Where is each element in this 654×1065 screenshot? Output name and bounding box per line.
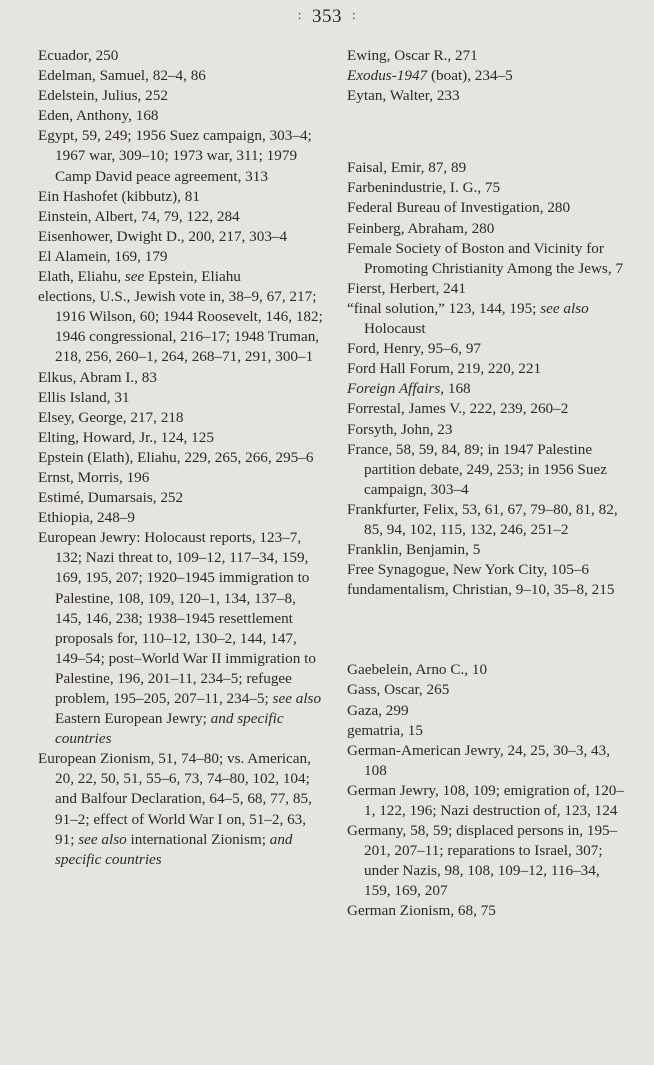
index-entry: Ecuador, 250	[38, 47, 119, 64]
index-entry: Faisal, Emir, 87, 89	[347, 159, 467, 177]
index-entry: fundamentalism, Christian, 9–10, 35–8, 215	[347, 581, 615, 599]
index-entry: Gaza, 299	[347, 701, 409, 719]
index-entry: Female Society of Boston and Vicinity for Promoting Christianity Among the Jews, 7	[347, 239, 624, 277]
index-entry: Franklin, Benjamin, 5	[347, 541, 481, 559]
index-entry: Estimé, Dumarsais, 252	[38, 489, 184, 507]
index-entry: Ellis Island, 31	[38, 388, 130, 406]
index-entry: Ford Hall Forum, 219, 220, 221	[347, 360, 542, 378]
index-column-left	[38, 46, 326, 870]
index-entry: Eisenhower, Dwight D., 200, 217, 303–4	[38, 227, 288, 245]
index-entry: Forrestal, James V., 222, 239, 260–2	[347, 400, 569, 418]
index-entry: France, 58, 59, 84, 89; in 1947 Palestine partition debate, 249, 253; in 1956 Suez campaign, 303–4	[347, 440, 607, 498]
index-entry: Einstein, Albert, 74, 79, 122, 284	[38, 207, 240, 225]
index-entry: Gass, Oscar, 265	[347, 681, 450, 699]
index-entry: elections, U.S., Jewish vote in, 38–9, 67, 217; 1916 Wilson, 60; 1944 Roosevelt, 146, 182; 1946 congressional, 216–17; 1948 Truman, 218, 256, 260–1, 264, 268–71, 291, 300–1	[38, 288, 323, 366]
index-entry: El Alamein, 169, 179	[38, 247, 168, 265]
letter-gap	[347, 600, 627, 660]
index-entry: Elkus, Abram I., 83	[38, 368, 157, 386]
index-entry: German Zionism, 68, 75	[347, 902, 496, 920]
index-entry: Free Synagogue, New York City, 105–6	[347, 561, 590, 579]
index-entry: Farbenindustrie, I. G., 75	[347, 179, 501, 197]
index-column-right	[347, 46, 627, 922]
index-entry: Edelman, Samuel, 82–4, 86	[38, 67, 206, 85]
index-entry: “final solution,” 123, 144, 195; see also Holocaust	[347, 299, 589, 338]
index-entry: Eden, Anthony, 168	[38, 107, 159, 125]
page-header	[0, 6, 654, 28]
header-dot-left: :	[297, 7, 302, 22]
header-dot-right: :	[352, 7, 357, 22]
index-entry: Germany, 58, 59; displaced persons in, 195–201, 207–11; reparations to Israel, 307; under Nazis, 98, 108, 109–12, 116–34, 159, 169, 207	[347, 822, 618, 900]
index-entry: Fierst, Herbert, 241	[347, 279, 466, 297]
index-entry: Edelstein, Julius, 252	[38, 87, 168, 105]
index-entry: Exodus-1947 (boat), 234–5	[347, 67, 513, 85]
index-entry: Egypt, 59, 249; 1956 Suez campaign, 303–4; 1967 war, 309–10; 1973 war, 311; 1979 Camp David peace agreement, 313	[38, 127, 312, 185]
index-entry: gematria, 15	[347, 721, 423, 739]
index-entry: European Jewry: Holocaust reports, 123–7, 132; Nazi threat to, 109–12, 117–34, 159, 169, 195, 207; 1920–1945 immigration to Palestine, 108, 109, 120–1, 134, 137–8, 145, 146, 238; 1938–1945 resettlement proposals for, 110–12, 130–2, 144, 147, 149–54; post–World War II immigration to Palestine, 196, 201–11, 234–5; refugee problem, 195–205, 207–11, 234–5; see also Eastern European Jewry; and specific countries	[38, 529, 322, 748]
index-entry: Ernst, Morris, 196	[38, 468, 150, 486]
index-entry: Feinberg, Abraham, 280	[347, 219, 495, 237]
page-number: 353	[312, 6, 342, 27]
index-entry: Federal Bureau of Investigation, 280	[347, 199, 571, 217]
index-entry: Gaebelein, Arno C., 10	[347, 661, 488, 679]
index-entry: Elsey, George, 217, 218	[38, 408, 184, 426]
index-entry: Forsyth, John, 23	[347, 420, 453, 438]
index-entry: European Zionism, 51, 74–80; vs. American, 20, 22, 50, 51, 55–6, 73, 74–80, 102, 104; and Balfour Declaration, 64–5, 68, 77, 85, 91–2; effect of World War I on, 51–2, 63, 91; see also international Zionism; and specific countries	[38, 750, 312, 868]
index-entry: German-American Jewry, 24, 25, 30–3, 43, 108	[347, 741, 611, 779]
index-entry: Ein Hashofet (kibbutz), 81	[38, 187, 200, 205]
index-entry: Ewing, Oscar R., 271	[347, 47, 478, 64]
index-entry: Epstein (Elath), Eliahu, 229, 265, 266, 295–6	[38, 448, 314, 466]
index-entry: German Jewry, 108, 109; emigration of, 120–1, 122, 196; Nazi destruction of, 123, 124	[347, 781, 624, 819]
index-entry: Elting, Howard, Jr., 124, 125	[38, 428, 214, 446]
index-entry: Ethiopia, 248–9	[38, 509, 136, 527]
index-entry: Ford, Henry, 95–6, 97	[347, 340, 482, 358]
index-entry: Elath, Eliahu, see Epstein, Eliahu	[38, 268, 241, 286]
letter-gap	[347, 106, 627, 158]
index-entry: Eytan, Walter, 233	[347, 87, 460, 105]
index-entry: Foreign Affairs, 168	[347, 380, 471, 398]
index-entry: Frankfurter, Felix, 53, 61, 67, 79–80, 81, 82, 85, 94, 102, 115, 132, 246, 251–2	[347, 500, 618, 538]
